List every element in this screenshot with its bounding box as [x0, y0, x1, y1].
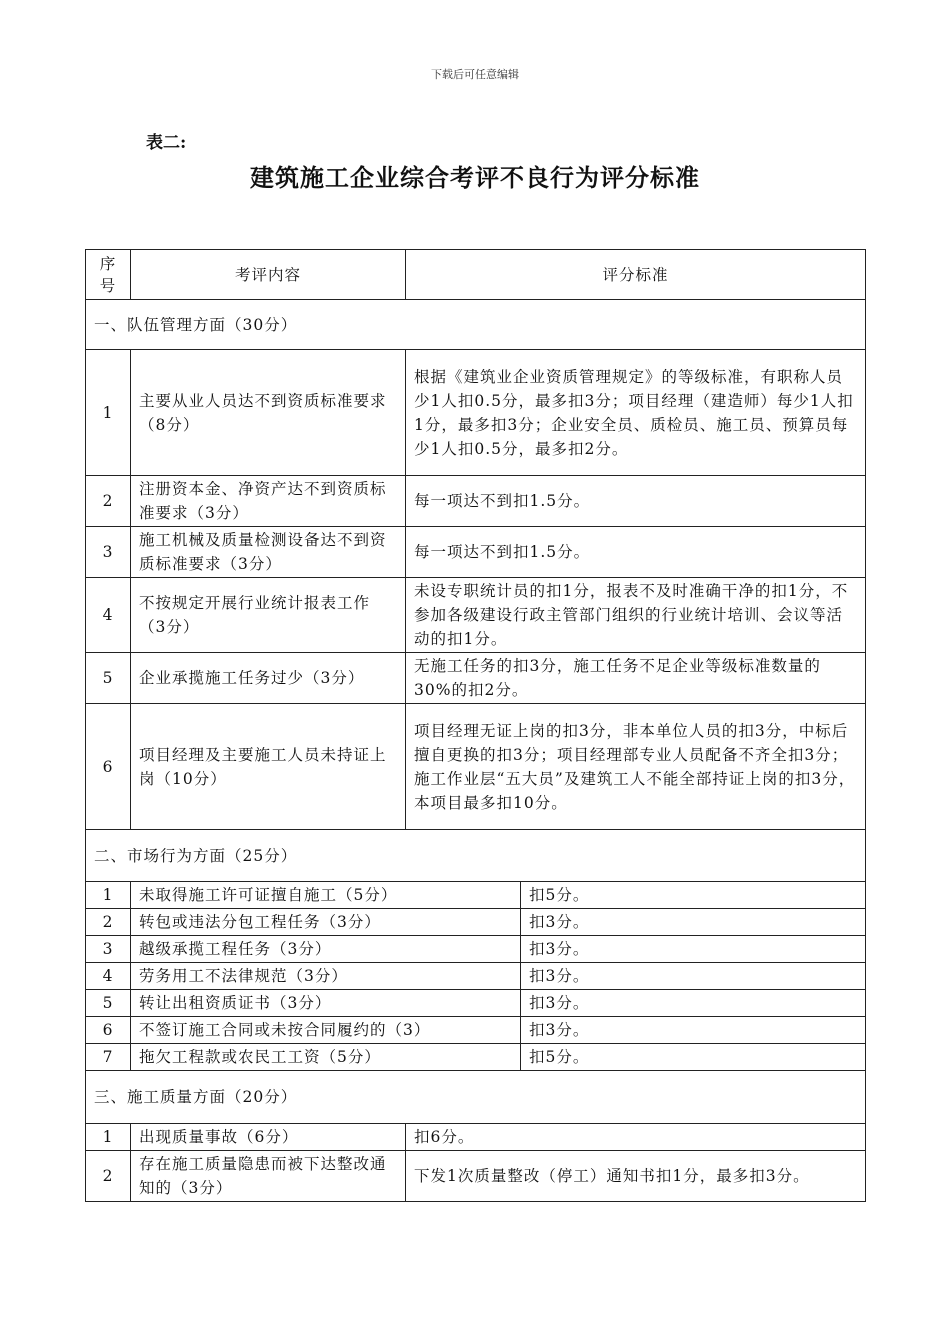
- table-row: [86, 578, 866, 653]
- row-content: 劳务用工不法律规范（3分）: [131, 963, 521, 990]
- header-content: 考评内容: [131, 250, 406, 300]
- table-row: [86, 653, 866, 704]
- row-standard: 下发1次质量整改（停工）通知书扣1分，最多扣3分。: [406, 1151, 866, 1202]
- table-header-row: [86, 250, 866, 300]
- row-content: 转让出租资质证书（3分）: [131, 990, 521, 1017]
- row-no: 4: [86, 578, 131, 653]
- row-no: 7: [86, 1044, 131, 1071]
- page-header-note: 下载后可任意编辑: [431, 68, 519, 81]
- row-no: 1: [86, 1124, 131, 1151]
- section-row: [86, 300, 866, 350]
- row-standard: 扣3分。: [521, 963, 866, 990]
- row-standard: 根据《建筑业企业资质管理规定》的等级标准，有职称人员少1人扣0.5分，最多扣3分；项目经理（建造师）每少1人扣1分，最多扣3分；企业安全员、质检员、施工员、预算员每少1人扣0.5分，最多扣2分。: [406, 350, 866, 476]
- row-content: 不签订施工合同或未按合同履约的（3）: [131, 1017, 521, 1044]
- row-no: 5: [86, 653, 131, 704]
- table-label: 表二:: [146, 133, 187, 153]
- row-standard: 扣5分。: [521, 882, 866, 909]
- row-content: 注册资本金、净资产达不到资质标准要求（3分）: [131, 476, 406, 527]
- row-content: 不按规定开展行业统计报表工作（3分）: [131, 578, 406, 653]
- row-content: 企业承揽施工任务过少（3分）: [131, 653, 406, 704]
- row-no: 6: [86, 704, 131, 830]
- row-no: 5: [86, 990, 131, 1017]
- table-row: [86, 936, 866, 963]
- table-row: [86, 1151, 866, 1202]
- table-row: [86, 527, 866, 578]
- table-row: [86, 1044, 866, 1071]
- scoring-table: [85, 249, 866, 1202]
- header-no: 序号: [86, 250, 131, 300]
- row-content: 未取得施工许可证擅自施工（5分）: [131, 882, 521, 909]
- row-standard: 扣3分。: [521, 1017, 866, 1044]
- row-content: 项目经理及主要施工人员未持证上岗（10分）: [131, 704, 406, 830]
- table-row: [86, 909, 866, 936]
- row-content: 转包或违法分包工程任务（3分）: [131, 909, 521, 936]
- row-content: 出现质量事故（6分）: [131, 1124, 406, 1151]
- row-standard: 项目经理无证上岗的扣3分，非本单位人员的扣3分，中标后擅自更换的扣3分；项目经理部专业人员配备不齐全扣3分；施工作业层“五大员”及建筑工人不能全部持证上岗的扣3分，本项目最多扣10分。: [406, 704, 866, 830]
- table-row: [86, 990, 866, 1017]
- row-no: 4: [86, 963, 131, 990]
- row-standard: 扣6分。: [406, 1124, 866, 1151]
- row-no: 2: [86, 476, 131, 527]
- row-content: 施工机械及质量检测设备达不到资质标准要求（3分）: [131, 527, 406, 578]
- document-title: 建筑施工企业综合考评不良行为评分标准: [250, 163, 700, 192]
- section-title: 一、队伍管理方面（30分）: [86, 300, 866, 350]
- row-no: 3: [86, 936, 131, 963]
- row-standard: 扣5分。: [521, 1044, 866, 1071]
- row-standard: 扣3分。: [521, 909, 866, 936]
- table-row: [86, 882, 866, 909]
- section-row: [86, 1071, 866, 1124]
- row-no: 6: [86, 1017, 131, 1044]
- table-row: [86, 476, 866, 527]
- table-row: [86, 350, 866, 476]
- row-no: 2: [86, 909, 131, 936]
- row-standard: 每一项达不到扣1.5分。: [406, 527, 866, 578]
- table-row: [86, 963, 866, 990]
- table-row: [86, 1017, 866, 1044]
- row-no: 1: [86, 350, 131, 476]
- table-row: [86, 1124, 866, 1151]
- row-no: 1: [86, 882, 131, 909]
- row-content: 拖欠工程款或农民工工资（5分）: [131, 1044, 521, 1071]
- row-no: 3: [86, 527, 131, 578]
- header-standard: 评分标准: [406, 250, 866, 300]
- row-standard: 未设专职统计员的扣1分，报表不及时准确干净的扣1分，不参加各级建设行政主管部门组织的行业统计培训、会议等活动的扣1分。: [406, 578, 866, 653]
- section-title: 三、施工质量方面（20分）: [86, 1071, 866, 1124]
- row-standard: 扣3分。: [521, 990, 866, 1017]
- row-standard: 每一项达不到扣1.5分。: [406, 476, 866, 527]
- row-content: 越级承揽工程任务（3分）: [131, 936, 521, 963]
- row-content: 主要从业人员达不到资质标准要求（8分）: [131, 350, 406, 476]
- row-no: 2: [86, 1151, 131, 1202]
- table-row: [86, 704, 866, 830]
- row-content: 存在施工质量隐患而被下达整改通知的（3分）: [131, 1151, 406, 1202]
- section-row: [86, 830, 866, 882]
- section-title: 二、市场行为方面（25分）: [86, 830, 866, 882]
- row-standard: 扣3分。: [521, 936, 866, 963]
- row-standard: 无施工任务的扣3分，施工任务不足企业等级标准数量的30%的扣2分。: [406, 653, 866, 704]
